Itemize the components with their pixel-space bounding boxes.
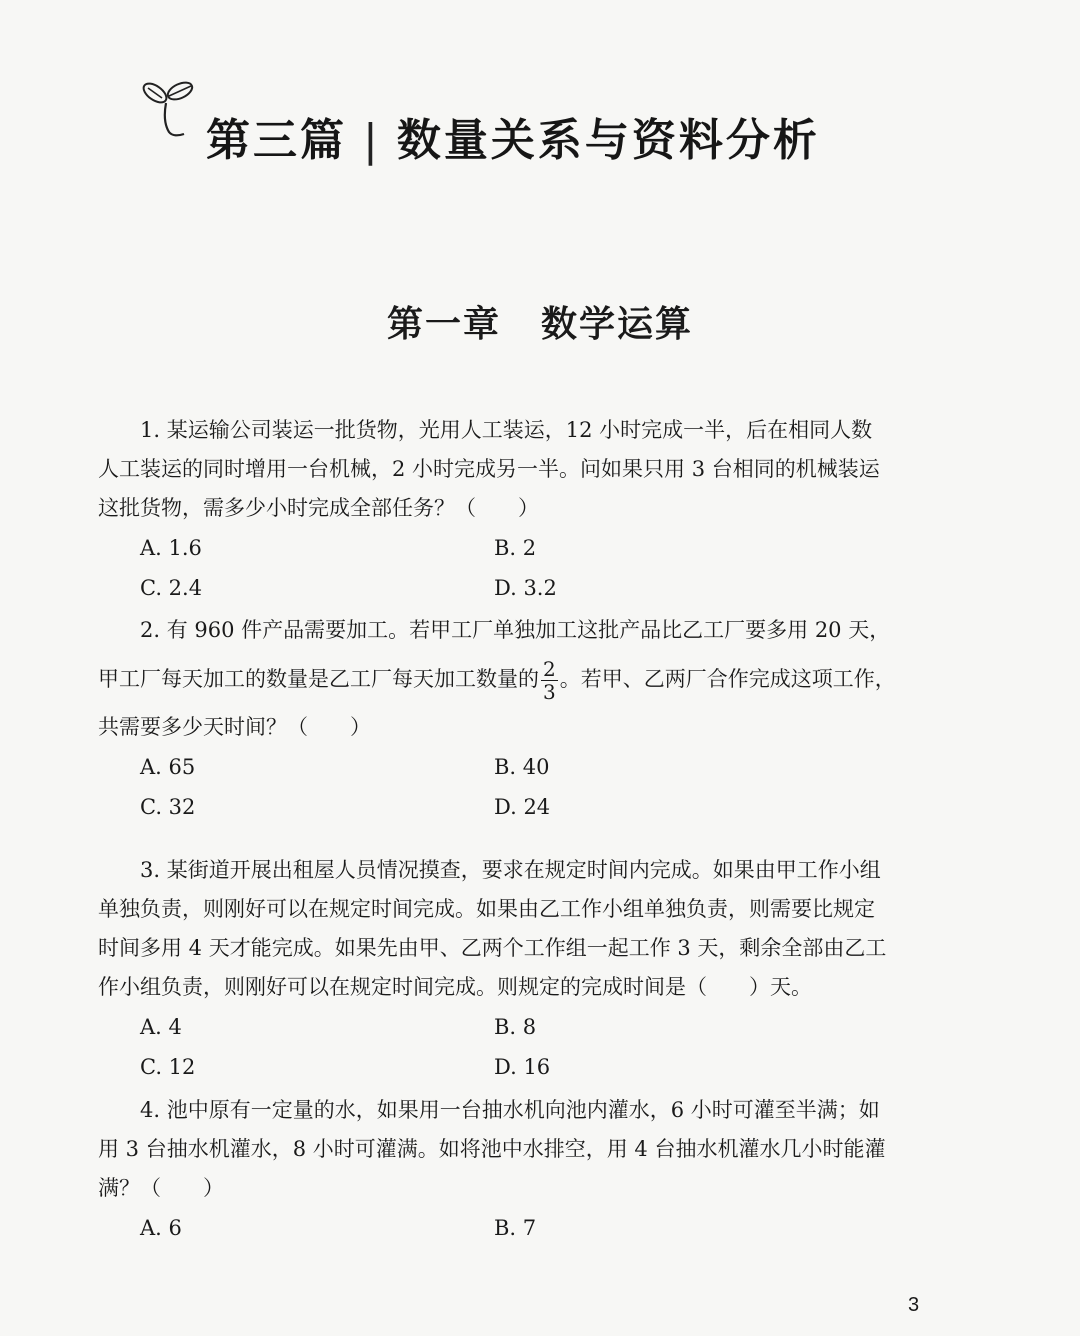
- part-header: [138, 74, 898, 164]
- question-1: [98, 411, 934, 608]
- question-text-line: [98, 650, 934, 708]
- question-text-line: 单独负责，则刚好可以在规定时间完成。如果由乙工作小组单独负责，则需要比规定: [98, 897, 875, 921]
- option-row: [98, 1007, 934, 1047]
- question-text-part: 。若甲、乙两厂合作完成这项工作，: [559, 667, 896, 691]
- question-text-line: 作小组负责，则刚好可以在规定时间完成。则规定的完成时间是（ ）天。: [98, 975, 812, 999]
- option-a: A. 1.6: [140, 536, 202, 560]
- question-text-line: 1. 某运输公司装运一批货物，光用人工装运，12 小时完成一半，后在相同人数: [140, 418, 873, 442]
- question-text-part: 甲工厂每天加工的数量是乙工厂每天加工数量的: [98, 667, 539, 691]
- question-4: [98, 1091, 934, 1248]
- option-d: D. 24: [494, 795, 551, 819]
- chapter-number: 第一章: [386, 304, 501, 345]
- option-b: B. 40: [494, 755, 550, 779]
- question-text-line: 满？（ ）: [98, 1176, 224, 1200]
- option-a: A. 4: [140, 1015, 182, 1039]
- chapter-name: 数学运算: [541, 304, 694, 345]
- page-number: 3: [908, 1294, 920, 1316]
- option-b: B. 2: [494, 536, 537, 560]
- fraction-numerator: 2: [543, 657, 556, 681]
- question-text-line: 用 3 台抽水机灌水，8 小时可灌满。如将池中水排空，用 4 台抽水机灌水几小时能灌: [98, 1137, 886, 1161]
- option-row: [98, 787, 934, 827]
- question-text-line: 时间多用 4 天才能完成。如果先由甲、乙两个工作组一起工作 3 天，剩余全部由乙工: [98, 936, 887, 960]
- option-b: B. 7: [494, 1216, 537, 1240]
- fraction-denominator: 3: [543, 680, 556, 704]
- question-text-line: 3. 某街道开展出租屋人员情况摸查，要求在规定时间内完成。如果由甲工作小组: [140, 858, 881, 882]
- option-a: A. 65: [140, 755, 196, 779]
- option-c: C. 32: [140, 795, 196, 819]
- question-text-line: 这批货物，需多少小时完成全部任务？（ ）: [98, 496, 539, 520]
- option-d: D. 16: [494, 1055, 551, 1079]
- part-title: [206, 104, 820, 168]
- option-d: D. 3.2: [494, 576, 557, 600]
- sprout-icon: [138, 76, 200, 142]
- title-separator: |: [363, 115, 381, 166]
- question-2: [98, 611, 934, 827]
- option-row: [98, 747, 934, 787]
- option-c: C. 12: [140, 1055, 196, 1079]
- question-3: [98, 851, 934, 1087]
- option-a: A. 6: [140, 1216, 182, 1240]
- option-row: [98, 1208, 934, 1248]
- option-row: [98, 568, 934, 608]
- question-text-line: 人工装运的同时增用一台机械，2 小时完成另一半。问如果只用 3 台相同的机械装运: [98, 457, 880, 481]
- question-text-line: 2. 有 960 件产品需要加工。若甲工厂单独加工这批产品比乙工厂要多用 20 天，: [140, 618, 891, 642]
- option-row: [98, 1047, 934, 1087]
- fraction-two-thirds: [541, 658, 558, 703]
- option-b: B. 8: [494, 1015, 537, 1039]
- option-c: C. 2.4: [140, 576, 203, 600]
- question-text-line: 共需要多少天时间？（ ）: [98, 715, 371, 739]
- chapter-title: [0, 296, 1080, 347]
- question-text-line: 4. 池中原有一定量的水，如果用一台抽水机向池内灌水，6 小时可灌至半满；如: [140, 1098, 880, 1122]
- part-label: 第三篇: [206, 115, 347, 166]
- option-row: [98, 528, 934, 568]
- part-name: 数量关系与资料分析: [396, 115, 820, 166]
